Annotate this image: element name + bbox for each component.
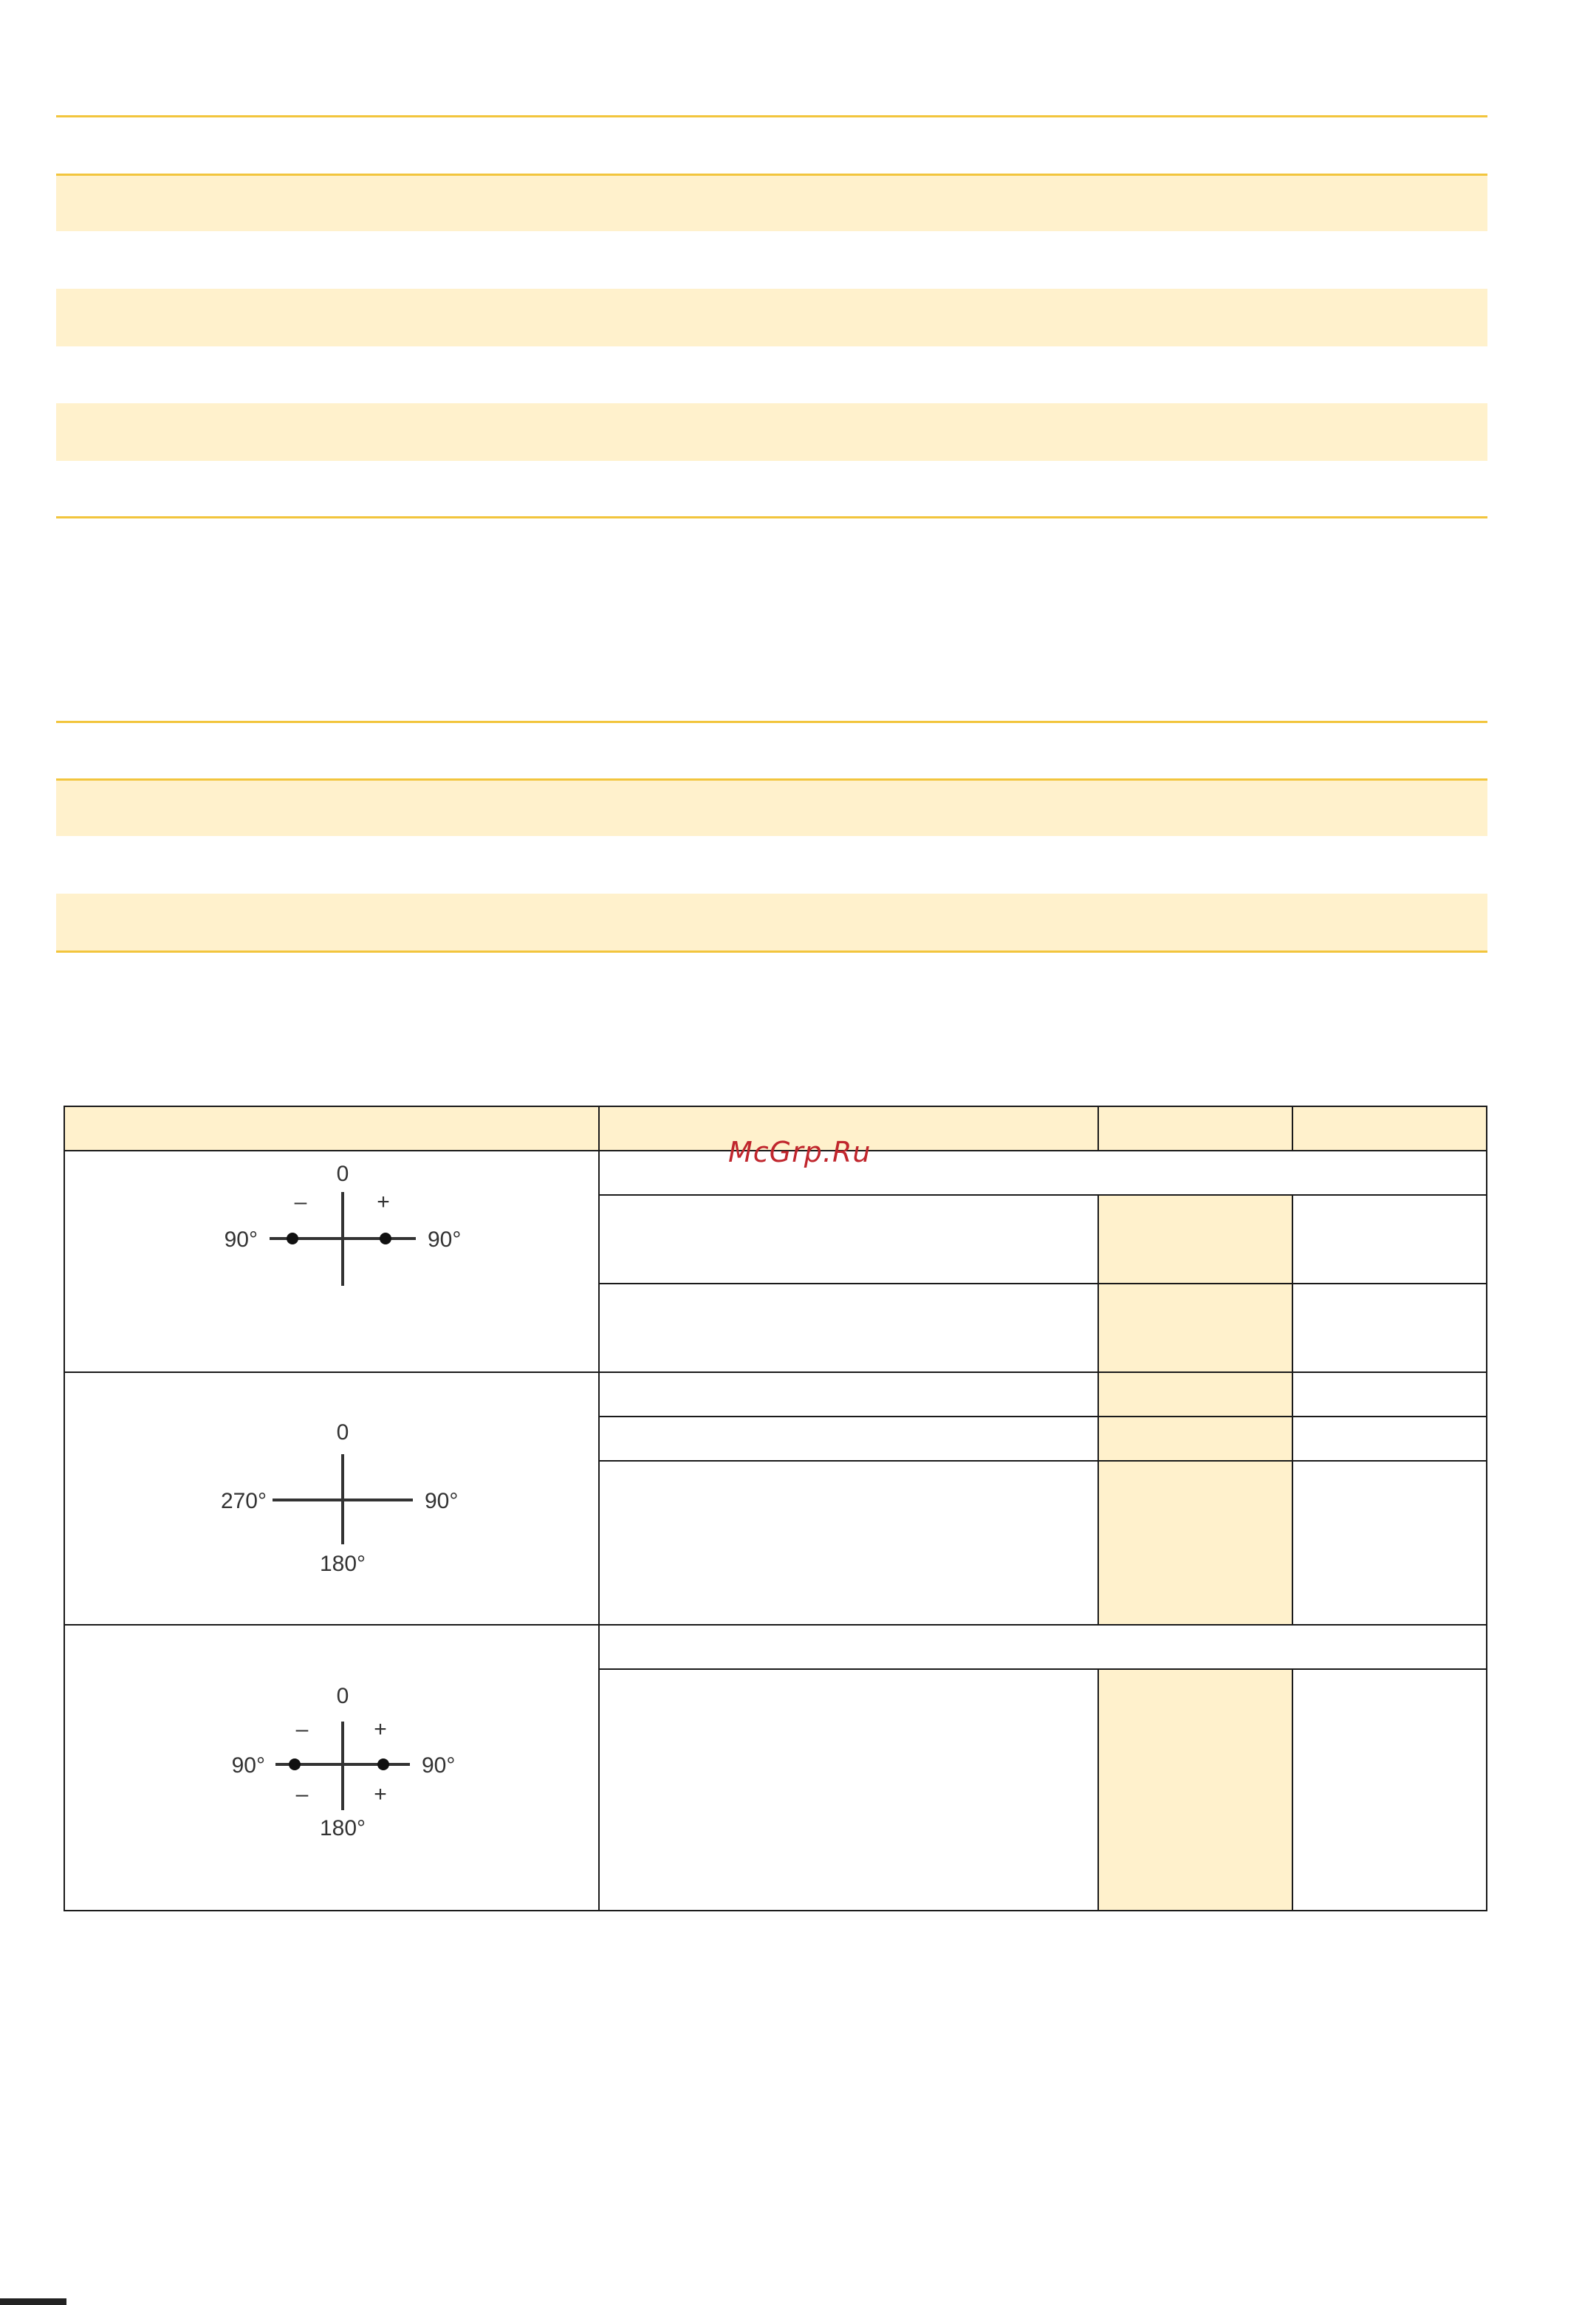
watermark: McGrp.Ru bbox=[728, 1136, 871, 1168]
table-cell bbox=[1292, 1372, 1487, 1417]
band-row-5 bbox=[56, 894, 1487, 951]
label-top: 0 bbox=[336, 1420, 349, 1445]
label-plus-bottom: + bbox=[373, 1782, 387, 1806]
footer-bar bbox=[0, 2298, 66, 2305]
section-rule-3 bbox=[56, 951, 1487, 953]
table-cell bbox=[1292, 1417, 1487, 1461]
band-row-1 bbox=[56, 174, 1487, 231]
table-cell bbox=[1292, 1669, 1487, 1911]
band-rule-1 bbox=[56, 174, 1487, 176]
header-cell-3 bbox=[1098, 1106, 1292, 1151]
label-plus-top: + bbox=[373, 1717, 387, 1741]
label-minus-top: – bbox=[295, 1717, 309, 1741]
label-bottom: 180° bbox=[319, 1816, 366, 1840]
left-dot bbox=[287, 1233, 298, 1244]
label-right: 90° bbox=[427, 1227, 462, 1252]
table-cell bbox=[599, 1417, 1097, 1461]
table-cell bbox=[1292, 1284, 1487, 1372]
table-cell-highlight bbox=[1098, 1195, 1292, 1284]
band-rule-2 bbox=[56, 778, 1487, 781]
table-row bbox=[64, 1625, 1487, 1669]
diagram-cell-3 bbox=[64, 1625, 599, 1911]
label-minus-bottom: – bbox=[295, 1782, 309, 1806]
table-cell-highlight bbox=[1098, 1284, 1292, 1372]
table-cell-highlight bbox=[1098, 1669, 1292, 1911]
table-cell bbox=[1292, 1461, 1487, 1625]
table-cell bbox=[599, 1195, 1097, 1284]
diagram-cell-1 bbox=[64, 1151, 599, 1372]
group3-merged-cell bbox=[599, 1625, 1487, 1669]
band-row-3 bbox=[56, 403, 1487, 461]
diagram-cell-2 bbox=[64, 1372, 599, 1625]
band-row-2 bbox=[56, 289, 1487, 346]
section-rule-2 bbox=[56, 721, 1487, 723]
angle-diagram-1 bbox=[66, 1151, 598, 1371]
label-left: 90° bbox=[231, 1753, 265, 1778]
table-row bbox=[64, 1372, 1487, 1417]
header-cell-4 bbox=[1292, 1106, 1487, 1151]
right-dot bbox=[380, 1233, 391, 1244]
table-cell bbox=[599, 1372, 1097, 1417]
left-dot bbox=[289, 1758, 301, 1770]
angle-diagram-2 bbox=[66, 1373, 598, 1624]
label-top: 0 bbox=[336, 1684, 349, 1708]
label-right: 90° bbox=[424, 1489, 459, 1513]
header-cell-1 bbox=[64, 1106, 599, 1151]
label-left: 90° bbox=[224, 1227, 258, 1252]
table-cell bbox=[599, 1284, 1097, 1372]
label-left: 270° bbox=[220, 1489, 267, 1513]
angle-diagram-3 bbox=[66, 1626, 598, 1910]
section-rule-1 bbox=[56, 516, 1487, 518]
band-row-4 bbox=[56, 778, 1487, 836]
table-cell bbox=[1292, 1195, 1487, 1284]
table-cell-highlight bbox=[1098, 1417, 1292, 1461]
table-cell-highlight bbox=[1098, 1461, 1292, 1625]
label-bottom: 180° bbox=[319, 1552, 366, 1576]
table-cell bbox=[599, 1669, 1097, 1911]
label-right: 90° bbox=[421, 1753, 456, 1778]
label-top: 0 bbox=[336, 1162, 349, 1186]
spec-table bbox=[64, 1106, 1487, 1911]
label-minus: – bbox=[294, 1190, 307, 1214]
right-dot bbox=[377, 1758, 389, 1770]
label-plus: + bbox=[376, 1190, 390, 1214]
table-cell bbox=[599, 1461, 1097, 1625]
top-rule-1 bbox=[56, 115, 1487, 117]
table-cell-highlight bbox=[1098, 1372, 1292, 1417]
